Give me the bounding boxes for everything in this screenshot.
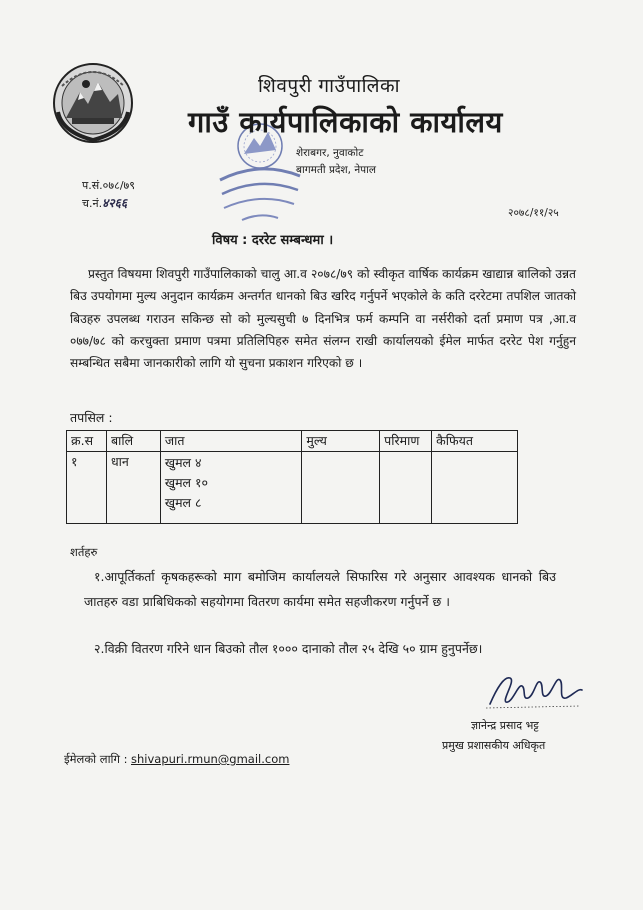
col-header-price: मुल्य bbox=[302, 431, 380, 452]
signatory-title: प्रमुख प्रशासकीय अधिकृत bbox=[442, 739, 546, 752]
col-header-remarks: कैफियत bbox=[432, 431, 518, 452]
cell-sn: १ bbox=[67, 452, 107, 524]
nepal-emblem-icon bbox=[52, 62, 134, 144]
email-address bbox=[131, 752, 289, 766]
cell-varieties bbox=[160, 452, 302, 524]
term-item: २.विक्री वितरण गरिने धान बिउको तौल १००० दानाको तौल २५ देखि ५० ग्राम हुनुपर्नेछ। bbox=[94, 641, 483, 656]
address-line-1: शेराबगर, नुवाकोट bbox=[296, 147, 364, 159]
col-header-variety: जात bbox=[160, 431, 302, 452]
col-header-sn: क्र.स bbox=[67, 431, 107, 452]
address-line-2: बागमती प्रदेश, नेपाल bbox=[296, 164, 376, 176]
table-header-row bbox=[67, 431, 518, 452]
cell-price bbox=[302, 452, 380, 524]
cell-quantity bbox=[380, 452, 432, 524]
email-link[interactable]: shivapuri.rmun@gmail.com bbox=[131, 752, 290, 766]
body-paragraph: प्रस्तुत विषयमा शिवपुरी गाउँपालिकाको चालु आ.व २०७८/७९ को स्वीकृत वार्षिक कार्यक्रम खाद्यान्न बालिको उन्नत बिउ उपयोगमा मुल्य अनुदान कार्यक्रम अन्तर्गत धानको बिउ खरिद गर्नुपर्ने भएकोले के कति दररेटमा तपशिल जातको बिउहरु उपलब्ध गराउन सकिन्छ सो को मुल्यसुची ७ दिनभित्र फर्म कम्पनि वा नर्सरीको दर्ता प्रमाण पत्र ,आ.व ०७७/७८ को करचुक्ता प्रमाण पत्रमा प्रतिलिपिहरु समेत संलग्न राखी कार्यालयको ईमेल मार्फत दररेट पेश गर्नुहुन सम्बन्धित सबैमा जानकारीको लागि यो सुचना प्रकाशन गरिएको छ । bbox=[70, 267, 576, 371]
col-header-crop: बालि bbox=[106, 431, 160, 452]
seed-items-table bbox=[66, 430, 518, 524]
chalani-label: च.नं. bbox=[82, 197, 103, 210]
cell-crop: धान bbox=[106, 452, 160, 524]
table-title: तपसिल : bbox=[70, 410, 113, 425]
patra-sankhya: प.सं.०७८/७९ bbox=[82, 179, 135, 192]
terms-heading: शर्तहरु bbox=[70, 545, 98, 559]
variety-item: खुमल १० bbox=[164, 475, 208, 490]
variety-item: खुमल ४ bbox=[164, 455, 202, 470]
signature bbox=[482, 666, 588, 712]
cell-remarks bbox=[432, 452, 518, 524]
col-header-quantity: परिमाण bbox=[380, 431, 432, 452]
office-title: गाउँ कार्यपालिकाको कार्यालय bbox=[188, 105, 503, 139]
letter-date: २०७८/११/२५ bbox=[508, 207, 559, 219]
email-label: ईमेलको लागि : bbox=[64, 752, 128, 766]
term-item: १.आपूर्तिकर्ता कृषकहरूको माग बमोजिम कार्यालयले सिफारिस गरे अनुसार आवश्यक धानको बिउ जातहरु वडा प्राबिधिकको सहयोगमा वितरण कार्यमा समेत सहजीकरण गर्नुपर्ने छ । bbox=[84, 569, 556, 609]
chalani-number: ४२६६ bbox=[102, 196, 128, 210]
table-row bbox=[67, 452, 518, 524]
variety-item: खुमल ८ bbox=[164, 495, 202, 510]
signatory-name: ज्ञानेन्द्र प्रसाद भट्ट bbox=[471, 719, 539, 732]
chalani-number-line bbox=[82, 194, 127, 211]
subject-line: विषय : दररेट सम्बन्धमा । bbox=[212, 233, 334, 248]
office-name: शिवपुरी गाउँपालिका bbox=[258, 75, 400, 97]
